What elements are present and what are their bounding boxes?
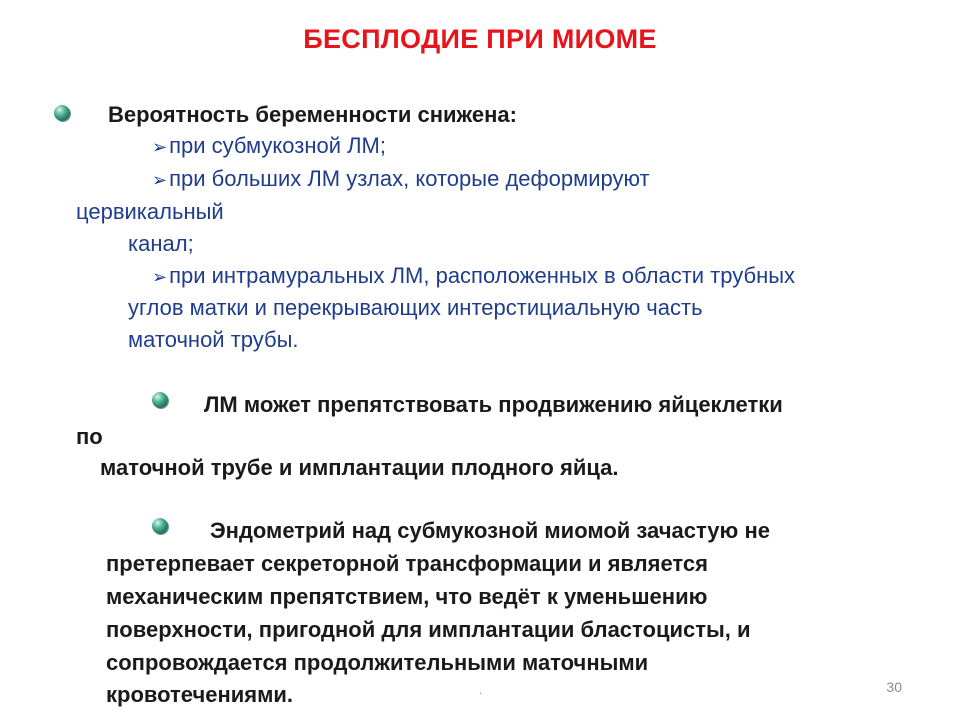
sphere-bullet-icon: [152, 392, 168, 408]
sphere-bullet-icon: [152, 518, 168, 534]
section1-item: ➢при субмукозной ЛМ;: [152, 133, 386, 158]
section1-item-continuation: цервикальный: [76, 199, 224, 224]
section3-line: Эндометрий над субмукозной миомой зачастую не: [210, 518, 770, 543]
page-number: 30: [886, 679, 902, 695]
arrow-bullet-icon: ➢: [152, 137, 168, 157]
section3-line: механическим препятствием, что ведёт к уменьшению: [106, 584, 708, 609]
section3-line: претерпевает секреторной трансформации и является: [106, 551, 708, 576]
arrow-bullet-icon: ➢: [152, 170, 168, 190]
sphere-bullet-icon: [54, 105, 70, 121]
section1-item: ➢при интрамуральных ЛМ, расположенных в области трубных: [152, 263, 796, 288]
footer-mark: .: [479, 683, 483, 697]
section2-line: ЛМ может препятствовать продвижению яйцеклетки: [204, 392, 783, 417]
section3-line: поверхности, пригодной для имплантации бластоцисты, и: [106, 617, 751, 642]
section1-heading: Вероятность беременности снижена:: [108, 102, 517, 127]
section1-item: ➢при больших ЛМ узлах, которые деформируют: [152, 166, 650, 191]
section2-line: маточной трубе и имплантации плодного яйца.: [100, 455, 619, 480]
section1-item-continuation: маточной трубы.: [128, 327, 299, 352]
section1-item-continuation: канал;: [128, 231, 194, 256]
slide-title: БЕСПЛОДИЕ ПРИ МИОМЕ: [303, 24, 657, 54]
arrow-bullet-icon: ➢: [152, 267, 168, 287]
section3-line: кровотечениями.: [106, 682, 294, 707]
section1-item-continuation: углов матки и перекрывающих интерстициальную часть: [128, 295, 703, 320]
section2-line: по: [76, 424, 103, 449]
section3-line: сопровождается продолжительными маточными: [106, 650, 649, 675]
